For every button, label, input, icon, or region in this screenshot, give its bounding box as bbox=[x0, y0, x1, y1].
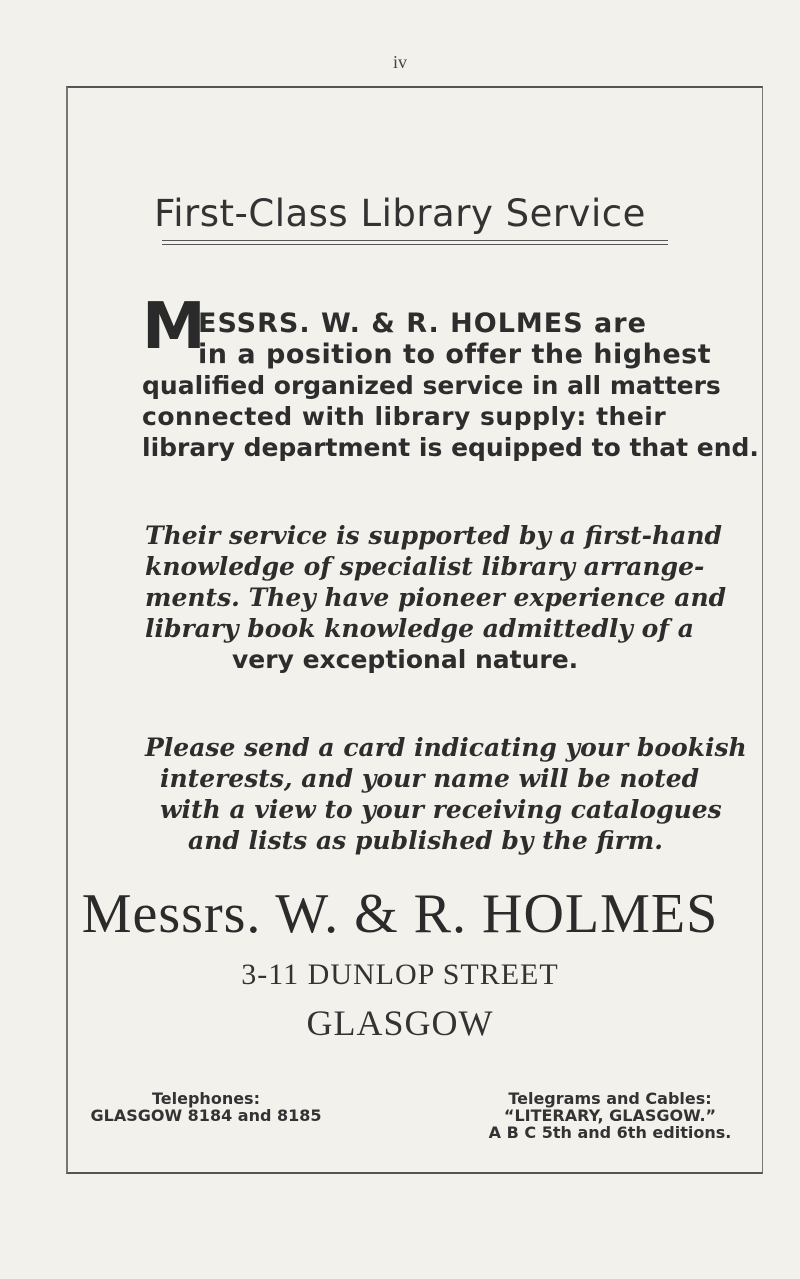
intro-line-5: library department is equipped to that end. bbox=[142, 433, 759, 462]
service-line-3: ments. They have pioneer experience and bbox=[145, 583, 727, 612]
request-line-1: Please send a card indicating your bookish bbox=[145, 733, 747, 762]
street-address: 3-11 DUNLOP STREET bbox=[241, 958, 559, 991]
telegrams-note: A B C 5th and 6th editions. bbox=[488, 1123, 732, 1142]
request-line-2: interests, and your name will be noted bbox=[160, 764, 700, 793]
title-underline-bottom bbox=[162, 244, 668, 245]
telephones-value: GLASGOW 8184 and 8185 bbox=[90, 1106, 322, 1125]
page-title: First-Class Library Service bbox=[154, 192, 646, 235]
telephones-label: Telephones: bbox=[152, 1089, 260, 1108]
service-line-1: Their service is supported by a first-hand bbox=[145, 521, 723, 550]
title-underline-top bbox=[162, 240, 668, 241]
intro-line-3: qualified organized service in all matters bbox=[142, 371, 721, 400]
drop-cap: M bbox=[142, 290, 206, 364]
city: GLASGOW bbox=[306, 1003, 494, 1043]
request-line-3: with a view to your receiving catalogues bbox=[160, 795, 722, 824]
service-line-2: knowledge of specialist library arrange- bbox=[145, 552, 705, 581]
telegrams-label: Telegrams and Cables: bbox=[508, 1089, 712, 1108]
firm-name: Messrs. W. & R. HOLMES bbox=[81, 883, 719, 945]
service-line-5: very exceptional nature. bbox=[232, 645, 579, 674]
service-paragraph bbox=[0, 520, 800, 675]
intro-paragraph bbox=[0, 308, 800, 463]
request-line-4: and lists as published by the firm. bbox=[188, 826, 663, 855]
telephones-block bbox=[86, 1090, 326, 1124]
request-paragraph bbox=[0, 732, 800, 856]
service-line-4: library book knowledge admittedly of a bbox=[145, 614, 694, 643]
intro-line-2: in a position to offer the highest bbox=[198, 339, 712, 370]
telegrams-value: “LITERARY, GLASGOW.” bbox=[503, 1106, 717, 1125]
intro-line-4: connected with library supply: their bbox=[142, 402, 667, 431]
intro-line-1: ESSRS. W. & R. HOLMES are bbox=[198, 308, 647, 339]
telegrams-block bbox=[480, 1090, 740, 1141]
page-number: iv bbox=[392, 52, 407, 72]
